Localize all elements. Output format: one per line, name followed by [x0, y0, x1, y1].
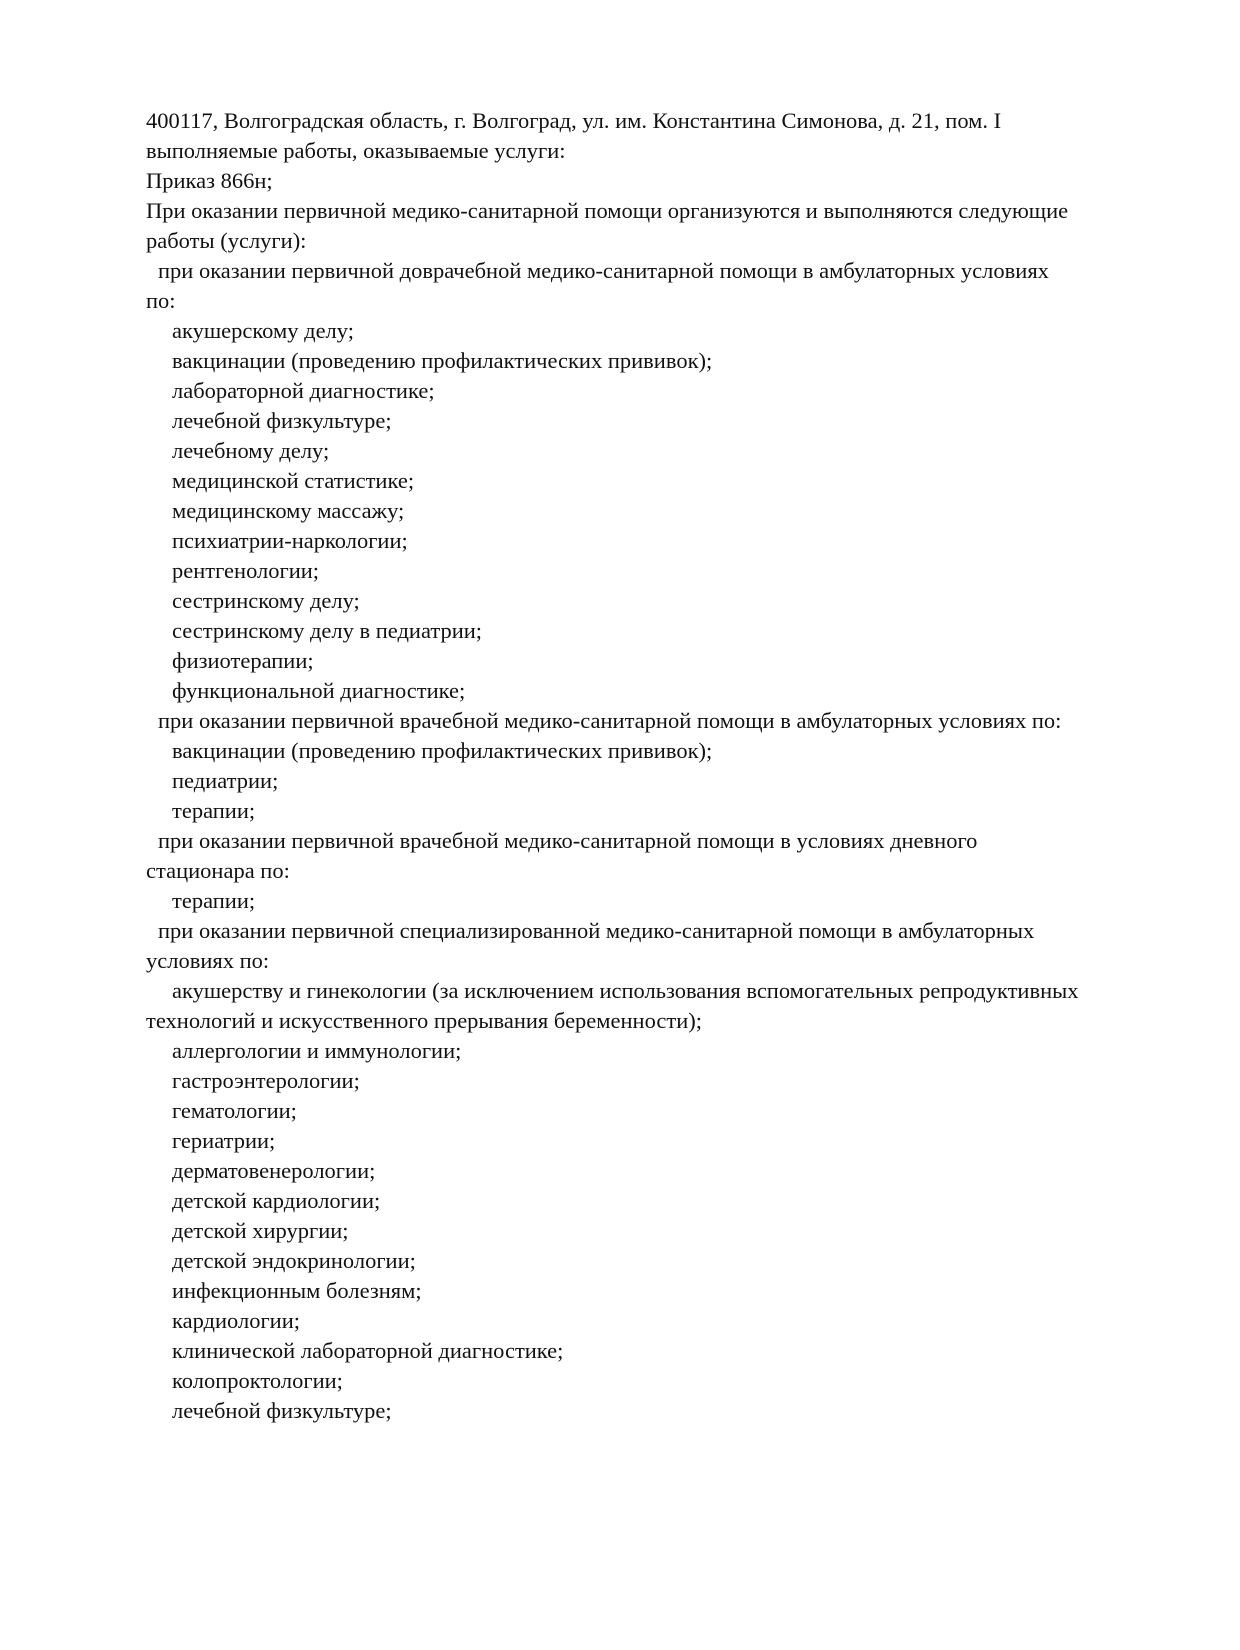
address-line: 400117, Волгоградская область, г. Волгоград, ул. им. Константина Симонова, д. 21, пом. I	[146, 108, 1002, 133]
list-item: физиотерапии;	[172, 648, 314, 673]
list-item: клинической лабораторной диагностике;	[172, 1338, 564, 1363]
intro-text-continued: работы (услуги):	[146, 228, 307, 253]
list-item: медицинскому массажу;	[172, 498, 405, 523]
section-heading-continued: условиях по:	[146, 948, 270, 973]
section-heading: при оказании первичной врачебной медико-санитарной помощи в условиях дневного	[158, 828, 978, 853]
list-item: сестринскому делу;	[172, 588, 360, 613]
list-item: гастроэнтерологии;	[172, 1068, 360, 1093]
list-item: педиатрии;	[172, 768, 279, 793]
list-item: психиатрии-наркологии;	[172, 528, 408, 553]
list-item: вакцинации (проведению профилактических прививок);	[172, 738, 713, 763]
list-item: гематологии;	[172, 1098, 297, 1123]
list-item: инфекционным болезням;	[172, 1278, 422, 1303]
list-item: аллергологии и иммунологии;	[172, 1038, 462, 1063]
list-item: акушерству и гинекологии (за исключением использования вспомогательных репродуктивных	[172, 978, 1079, 1003]
section-heading-continued: по:	[146, 288, 176, 313]
list-item: лабораторной диагностике;	[172, 378, 435, 403]
works-label: выполняемые работы, оказываемые услуги:	[146, 138, 566, 163]
list-item: лечебной физкультуре;	[172, 408, 392, 433]
list-item: вакцинации (проведению профилактических прививок);	[172, 348, 713, 373]
list-item: рентгенологии;	[172, 558, 320, 583]
list-item: лечебному делу;	[172, 438, 330, 463]
list-item: терапии;	[172, 888, 256, 913]
list-item: кардиологии;	[172, 1308, 301, 1333]
section-heading: при оказании первичной доврачебной медико-санитарной помощи в амбулаторных условиях	[158, 258, 1049, 283]
list-item: дерматовенерологии;	[172, 1158, 376, 1183]
list-item: колопроктологии;	[172, 1368, 343, 1393]
list-item: гериатрии;	[172, 1128, 276, 1153]
order-reference: Приказ 866н;	[146, 168, 273, 193]
list-item: терапии;	[172, 798, 256, 823]
list-item: детской кардиологии;	[172, 1188, 381, 1213]
list-item: функциональной диагностике;	[172, 678, 466, 703]
list-item: детской эндокринологии;	[172, 1248, 416, 1273]
list-item: лечебной физкультуре;	[172, 1398, 392, 1423]
intro-text: При оказании первичной медико-санитарной помощи организуются и выполняются следующие	[146, 198, 1069, 223]
list-item-continued: технологий и искусственного прерывания беременности);	[146, 1008, 703, 1033]
section-heading: при оказании первичной специализированной медико-санитарной помощи в амбулаторных	[158, 918, 1035, 943]
list-item: детской хирургии;	[172, 1218, 349, 1243]
document-page	[146, 106, 1146, 1426]
list-item: медицинской статистике;	[172, 468, 415, 493]
list-item: акушерскому делу;	[172, 318, 354, 343]
list-item: сестринскому делу в педиатрии;	[172, 618, 483, 643]
section-heading-continued: стационара по:	[146, 858, 290, 883]
section-heading: при оказании первичной врачебной медико-санитарной помощи в амбулаторных условиях по:	[158, 708, 1062, 733]
